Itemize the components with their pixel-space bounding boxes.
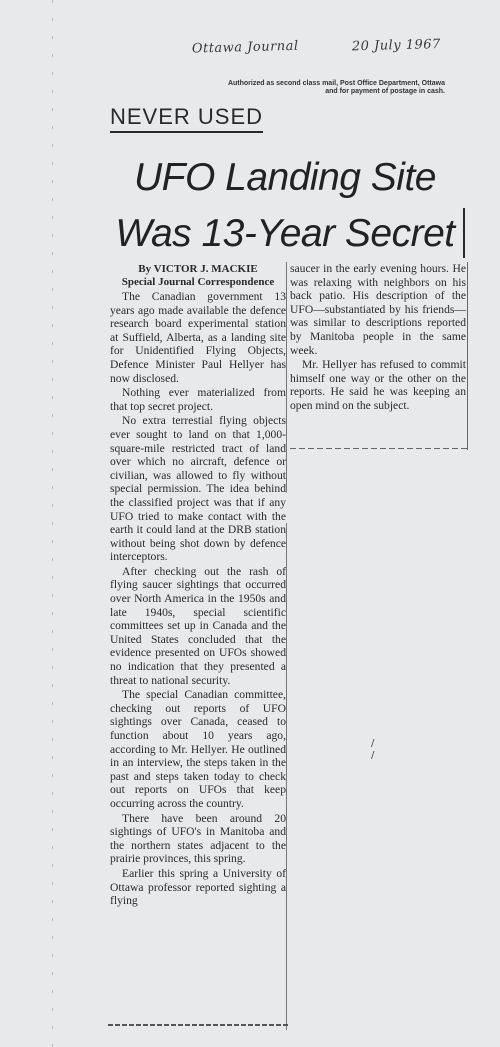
mail-notice-line-2: and for payment of postage in cash.: [325, 88, 445, 95]
headline-line-2: Was 13-Year Secret: [115, 212, 455, 255]
headline: [95, 150, 475, 262]
column-divider: [286, 262, 287, 1030]
column-box-rule: [467, 262, 468, 450]
handwritten-source: Ottawa Journal: [191, 38, 299, 57]
headline-rule: [463, 208, 465, 258]
mail-notice-line-1: Authorized as second class mail, Post Office Department, Ottawa: [227, 80, 445, 87]
correspondent-credit: Special Journal Correspondence: [121, 276, 275, 288]
paragraph: saucer in the early evening hours. He was relaxing with neighbors on his back patio. His description of the UFO—substantiated by his friends—was similar to descriptions reported by Manitoba people in the same week.: [290, 262, 466, 357]
article-column-left: [110, 262, 286, 909]
paragraph: The Canadian government 13 years ago made available the defence research board experimental station at Suffield, Alberta, as a landing site for Unidentified Flying Objects, Defence Minister Paul Hellyer has now disclosed.: [110, 290, 286, 385]
column-box-bottom-rule: [290, 448, 468, 449]
paragraph: The special Canadian committee, checking out reports of UFO sightings over Canada, ceased to function about 10 years ago, according to Mr. Hellyer. He outlined in an interview, the steps taken in the past and steps taken today to check out reports on UFOs that keep occurring across the country.: [110, 688, 286, 810]
handwritten-date: 20 July 1967: [351, 37, 441, 55]
paragraph: No extra terrestial flying objects ever sought to land on that 1,000-square-mile restricted tract of land over which no aircraft, defence or civilian, was allowed to fly without special permission. The idea behind the classified project was that if any UFO tried to make contact with the earth it could land at the DRB station without being shot down by defence interceptors.: [110, 414, 286, 564]
paragraph: Earlier this spring a University of Ottawa professor reported sighting a flying: [110, 866, 286, 908]
paragraph: Mr. Hellyer has refused to commit himself one way or the other on the reports. He said he was keeping an open mind on the subject.: [290, 358, 466, 412]
fold-line: [52, 0, 53, 1047]
pen-mark: / /: [371, 738, 375, 761]
kicker-heading: NEVER USED: [110, 104, 263, 133]
handwritten-annotation: [192, 32, 463, 73]
paragraph: After checking out the rash of flying saucer sightings that occurred over North America in the 1950s and late 1940s, special scientific committees set up in Canada and the United States concluded that the evidence presented on UFOs showed no indication that they presented a threat to national security.: [110, 564, 286, 687]
paragraph: Nothing ever materialized from that top secret project.: [110, 386, 286, 413]
article-column-right: [290, 262, 466, 414]
byline: By VICTOR J. MACKIE: [138, 263, 258, 275]
mail-notice: [125, 80, 445, 96]
paragraph: There have been around 20 sightings of UFO's in Manitoba and the northern states adjacent to the prairie provinces, this spring.: [110, 811, 286, 866]
headline-line-1: UFO Landing Site: [133, 156, 436, 199]
bottom-rule: [108, 1024, 288, 1026]
